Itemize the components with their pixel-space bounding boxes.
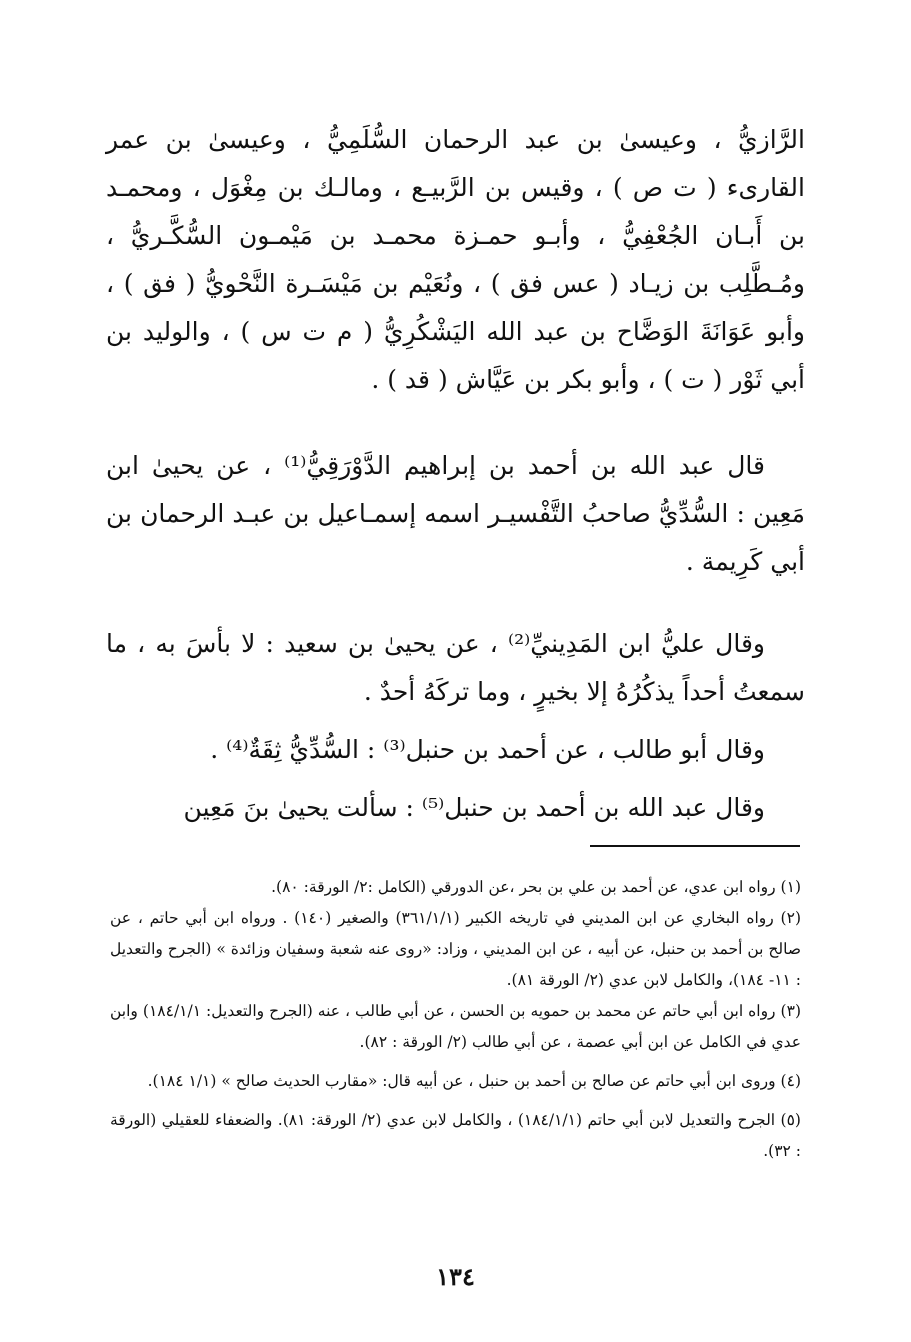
main-paragraph-2: قال عبد الله بن أحمد بن إبراهيم الدَّوْرَقِيُّ⁽¹⁾ ، عن يحيىٰ ابن مَعِين : السُّدِّيُّ صاحبُ التَّفْسيـر اسمه إسمـاعيل بن عبـد الرحمان بن أبي كَرِيمة . <box>106 451 805 576</box>
footnote-4: (٤) وروى ابن أبي حاتم عن صالح بن أحمد بن حنبل ، عن أبيه قال: «مقارب الحديث صالح » (١/١ ١٨٤). <box>147 1072 801 1090</box>
footnotes-block <box>110 872 801 1167</box>
footnote-5: (٥) الجرح والتعديل لابن أبي حاتم (١٨٤/١/١) ، والكامل لابن عدي (٢/ الورقة: ٨١). والضعفاء للعقيلي (الورقة : ٣٢). <box>110 1111 801 1160</box>
footnote-3: (٣) رواه ابن أبي حاتم عن محمد بن حمويه بن الحسن ، عن أبي طالب ، عنه (الجرح والتعديل: ١٨٤/١/١) وابن عدي في الكامل عن ابن أبي عصمة ، عن أبي طالب (٢/ الورقة : ٨٢). <box>110 1002 801 1051</box>
page-number: ١٣٤ <box>436 1262 475 1291</box>
main-paragraph-3: وقال عليُّ ابن المَدِينيِّ⁽²⁾ ، عن يحيىٰ بن سعيد : لا بأسَ به ، ما سمعتُ أحداً يذكُرُهُ إلا بخيرٍ ، وما تركَهُ أحدٌ . <box>106 629 805 706</box>
footnote-1: (١) رواه ابن عدي، عن أحمد بن علي بن بحر ،عن الدورقي (الكامل :٢/ الورقة: ٨٠). <box>271 878 801 896</box>
footnote-separator <box>590 845 800 847</box>
footnote-2: (٢) رواه البخاري عن ابن المديني في تاريخه الكبير (٣٦١/١/١) والصغير (١٤٠) . ورواه ابن أبي حاتم ، عن صالح بن أحمد بن حنبل، عن أبيه ، عن ابن المديني ، وزاد: «روى عنه شعبة وسفيان وزائدة » (الجرح والتعديل : ١١- ١٨٤)، والكامل لابن عدي (٢/ الورقة ٨١). <box>110 909 801 989</box>
main-paragraph-1: الرَّازيُّ ، وعيسىٰ بن عبد الرحمان السُّلَمِيُّ ، وعيسىٰ بن عمر القارىء ( ت ص ) ، وقيس بن الرَّبيـع ، ومالـك بن مِغْوَل ، ومحمـد بن أَبـان الجُعْفِيُّ ، وأبـو حمـزة محمـد بن مَيْمـون السُّكَّـريُّ ، ومُـطَّلِب بن زيـاد ( عس فق ) ، ونُعَيْم بن مَيْسَـرة النَّحْويُّ ( فق ) ، وأبو عَوَانَةَ الوَضَّاح بن عبد الله اليَشْكُرِيُّ ( م ت س ) ، والوليد بن أبي ثَوْر ( ت ) ، وأبو بكر بن عَيَّاش ( قد ) . <box>106 125 805 394</box>
main-paragraph-4: وقال أبو طالب ، عن أحمد بن حنبل⁽³⁾ : السُّدِّيُّ ثِقَةٌ⁽⁴⁾ . <box>210 735 765 764</box>
main-text-block <box>106 116 805 832</box>
main-paragraph-5: وقال عبد الله بن أحمد بن حنبل⁽⁵⁾ : سألت يحيىٰ بنَ مَعِين <box>183 793 765 822</box>
